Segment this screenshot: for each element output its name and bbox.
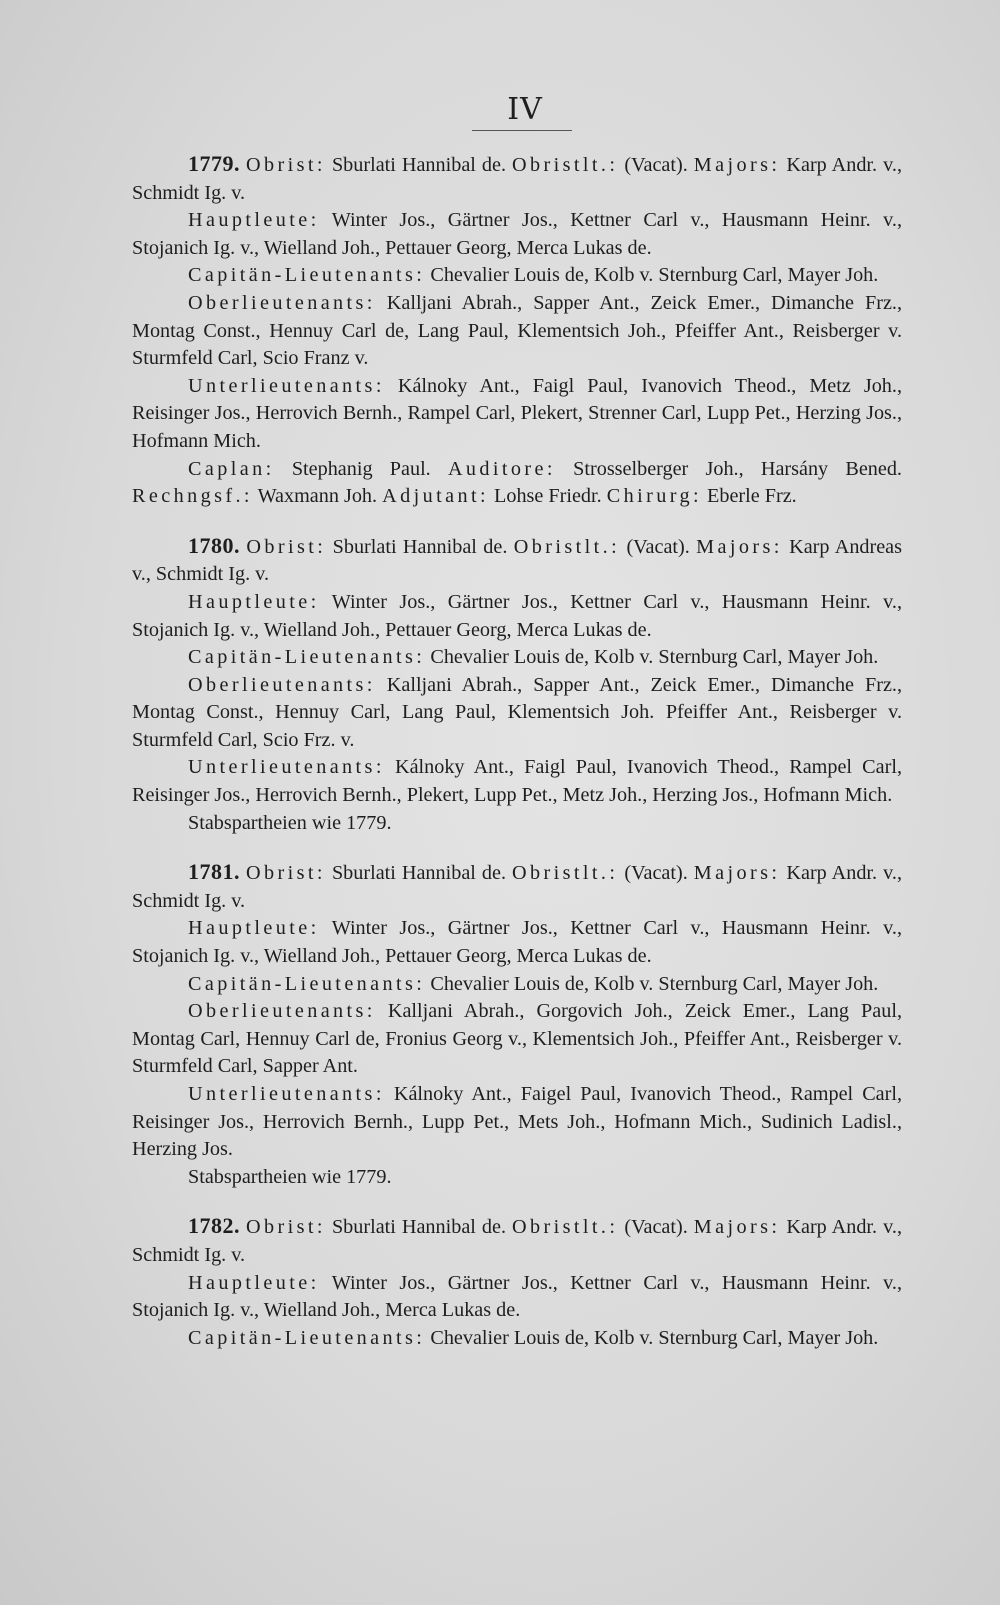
year-heading: 1782.: [188, 1213, 240, 1239]
rank-names: Sburlati Hannibal de.: [325, 154, 513, 176]
rank-label: Obristlt.:: [512, 154, 619, 176]
rank-label: Obrist:: [246, 862, 326, 885]
rank-names: Lohse Friedr.: [488, 485, 607, 508]
rank-label: Obristlt.:: [512, 862, 619, 885]
rank-label: Majors:: [693, 862, 781, 885]
year-heading: 1779.: [188, 151, 240, 176]
roster-entry: [132, 754, 902, 809]
rank-names: Karp Andr. v., Schmidt Ig. v.: [132, 154, 902, 204]
roster-entry: [132, 207, 902, 262]
roster-entry: [132, 532, 902, 589]
rank-label: Obrist:: [246, 535, 327, 558]
document-body: [132, 150, 902, 1373]
page-number: IV: [507, 92, 543, 127]
rank-names: (Vacat).: [620, 535, 697, 558]
rank-names: Chevalier Louis de, Kolb v. Sternburg Carl, Mayer Joh.: [425, 972, 879, 995]
roster-entry: [132, 998, 902, 1081]
rank-names: Kálnoky Ant., Faigl Paul, Ivanovich Theod., Rampel Carl, Reisinger Jos., Herrovich Bernh., Plekert, Lupp Pet., Metz Joh., Herzing Jos., Hofmann Mich.: [132, 756, 902, 807]
rank-label: Oberlieutenants:: [188, 673, 376, 696]
roster-entry: [132, 290, 902, 373]
rank-names: Winter Jos., Gärtner Jos., Kettner Carl v., Hausmann Heinr. v., Stojanich Ig. v., Wielland Joh., Pettauer Georg, Merca Lukas de.: [132, 590, 902, 641]
roster-entry: [132, 456, 902, 511]
rank-label: Capitän-Lieutenants:: [188, 646, 426, 669]
rank-names: Kálnoky Ant., Faigel Paul, Ivanovich Theod., Rampel Carl, Reisinger Jos., Herrovich Bernh., Lupp Pet., Mets Joh., Hofmann Mich., Sudinich Ladisl., Herzing Jos.: [132, 1083, 902, 1161]
rank-label: Obristlt.:: [513, 535, 621, 558]
rank-names: Strosselberger Joh., Harsány Bened.: [555, 457, 902, 480]
rank-label: Chirurg:: [606, 485, 702, 508]
rank-names: (Vacat).: [618, 154, 694, 176]
rank-label: Hauptleute:: [188, 917, 320, 940]
rank-label: Majors:: [696, 535, 783, 558]
rank-label: Capitän-Lieutenants:: [188, 264, 426, 287]
roster-entry: [132, 858, 902, 915]
year-block: [132, 1212, 902, 1352]
roster-entry: [132, 971, 902, 999]
rank-names: Chevalier Louis de, Kolb v. Sternburg Carl, Mayer Joh.: [425, 646, 879, 669]
rank-names: Chevalier Louis de, Kolb v. Sternburg Carl, Mayer Joh.: [425, 264, 879, 287]
rank-names: Karp Andreas v., Schmidt Ig. v.: [132, 535, 903, 586]
rank-names: Stephanig Paul.: [274, 457, 448, 480]
staff-note: Stabspartheien wie 1779.: [188, 811, 392, 834]
rank-names: Kalljani Abrah., Gorgovich Joh., Zeick Emer., Lang Paul, Montag Carl, Hennuy Carl de, Fronius Georg v., Klementsich Joh., Pfeiffer Ant., Reisberger v. Sturmfeld Carl, Sapper Ant.: [132, 1000, 902, 1078]
year-heading: 1780.: [188, 532, 240, 558]
rank-label: Capitän-Lieutenants:: [188, 1326, 426, 1349]
rank-label: Unterlieutenants:: [188, 756, 385, 779]
rank-names: Winter Jos., Gärtner Jos., Kettner Carl v., Hausmann Heinr. v., Stojanich Ig. v., Wielland Joh., Pettauer Georg, Merca Lukas de.: [132, 209, 902, 259]
year-block: [132, 858, 902, 1191]
rank-names: Eberle Frz.: [701, 485, 797, 508]
rank-label: Hauptleute:: [188, 209, 320, 232]
rank-label: Rechngsf.:: [132, 485, 253, 508]
roster-entry: [132, 373, 902, 456]
rank-names: Winter Jos., Gärtner Jos., Kettner Carl v., Hausmann Heinr. v., Stojanich Ig. v., Wielland Joh., Pettauer Georg, Merca Lukas de.: [132, 917, 902, 968]
roster-entry: [132, 672, 902, 755]
rank-names: (Vacat).: [618, 862, 694, 885]
rank-label: Majors:: [693, 154, 781, 176]
rank-label: Obrist:: [246, 154, 326, 176]
roster-entry: [132, 915, 902, 970]
rank-names: Waxmann Joh.: [252, 485, 383, 508]
roster-entry: [132, 150, 902, 207]
rank-label: Obrist:: [246, 1216, 326, 1239]
year-heading: 1781.: [188, 859, 240, 885]
roster-entry: [132, 589, 902, 644]
rank-names: Sburlati Hannibal de.: [325, 862, 513, 885]
rank-label: Hauptleute:: [188, 1271, 320, 1294]
roster-entry: [132, 644, 902, 672]
rank-names: Chevalier Louis de, Kolb v. Sternburg Carl, Mayer Joh.: [425, 1326, 879, 1349]
rank-label: Caplan:: [188, 457, 275, 480]
rank-names: Sburlati Hannibal de.: [326, 535, 514, 558]
rank-names: Kalljani Abrah., Sapper Ant., Zeick Emer., Dimanche Frz., Montag Const., Hennuy Carl de, Lang Paul, Klementsich Joh., Pfeiffer Ant., Reisberger v. Sturmfeld Carl, Scio Franz v.: [132, 291, 902, 370]
rank-label: Obristlt.:: [512, 1216, 619, 1239]
rank-label: Auditore:: [447, 457, 556, 480]
rank-names: Kalljani Abrah., Sapper Ant., Zeick Emer., Dimanche Frz., Montag Const., Hennuy Carl, Lang Paul, Klementsich Joh. Pfeiffer Ant., Reisberger v. Sturmfeld Carl, Scio Frz. v.: [132, 673, 902, 751]
rank-label: Hauptleute:: [188, 590, 320, 613]
rank-names: Kálnoky Ant., Faigl Paul, Ivanovich Theod., Metz Joh., Reisinger Jos., Herrovich Bernh., Rampel Carl, Plekert, Strenner Carl, Lupp Pet., Herzing Jos., Hofmann Mich.: [132, 374, 902, 452]
rank-label: Oberlieutenants:: [188, 291, 376, 314]
rank-label: Majors:: [693, 1216, 781, 1239]
roster-entry: [132, 262, 902, 290]
rank-names: (Vacat).: [618, 1216, 694, 1239]
rank-names: Sburlati Hannibal de.: [325, 1216, 513, 1239]
roster-entry: [132, 1081, 902, 1164]
year-block: [132, 150, 902, 511]
rank-label: Unterlieutenants:: [188, 1083, 385, 1105]
year-block: [132, 532, 902, 838]
rank-names: Karp Andr. v., Schmidt Ig. v.: [132, 862, 902, 912]
rank-label: Adjutant:: [382, 485, 489, 508]
rank-label: Unterlieutenants:: [188, 374, 385, 397]
roster-entry: [132, 1325, 902, 1353]
roster-entry: [132, 1270, 902, 1325]
rank-names: Karp Andr. v., Schmidt Ig. v.: [132, 1216, 902, 1266]
staff-note: Stabspartheien wie 1779.: [188, 1165, 392, 1188]
roster-entry: [132, 1212, 902, 1269]
rank-label: Oberlieutenants:: [188, 1000, 376, 1023]
rank-names: Winter Jos., Gärtner Jos., Kettner Carl v., Hausmann Heinr. v., Stojanich Ig. v., Wielland Joh., Merca Lukas de.: [132, 1271, 902, 1322]
page-number-rule: [472, 130, 572, 131]
rank-label: Capitän-Lieutenants:: [188, 972, 426, 995]
